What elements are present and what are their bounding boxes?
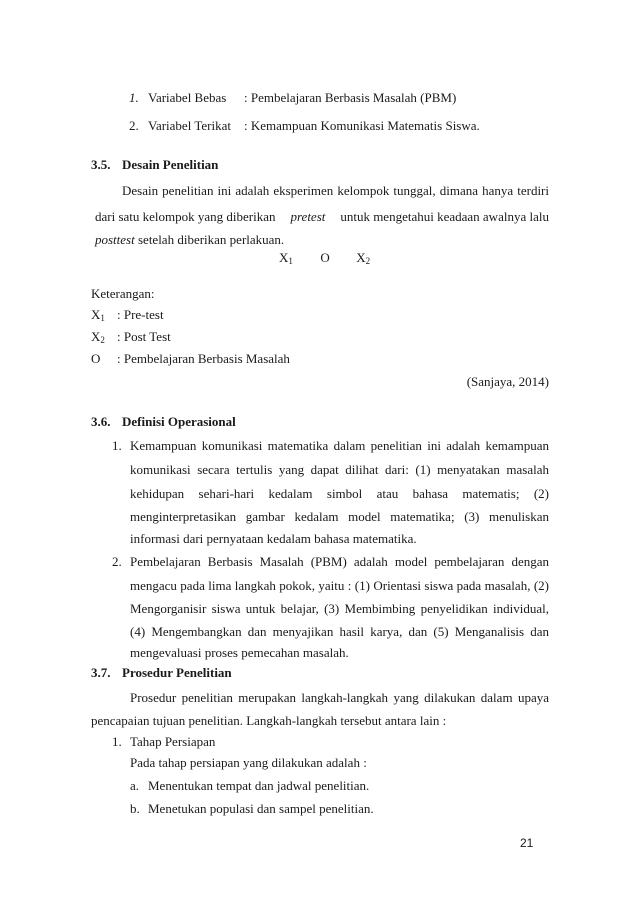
section-3-5-title: Desain Penelitian	[122, 157, 219, 172]
formula-x2: $X_2$	[356, 250, 371, 266]
sub-b-number: b.	[130, 801, 140, 816]
step-1-intro: Pada tahap persiapan yang dilakukan adalah :	[130, 755, 367, 770]
variable-2-label: Variabel Terikat	[148, 118, 231, 133]
design-paragraph-line-2	[95, 209, 549, 225]
design-formula	[279, 250, 370, 266]
definition-2-line-5: mengevaluasi proses pemecahan masalah.	[130, 645, 349, 660]
procedure-paragraph-line-1: Prosedur penelitian merupakan langkah-langkah yang dilakukan dalam upaya	[130, 690, 549, 705]
definition-1-line-5: informasi dari pernyataan kedalam bahasa matematika.	[130, 531, 417, 546]
definition-2-line-2: mengacu pada lima langkah pokok, yaitu : (1) Orientasi siswa pada masalah, (2)	[130, 578, 549, 593]
section-3-5-number: 3.5.	[91, 157, 111, 172]
legend-x1-desc: : Pre-test	[117, 307, 164, 322]
section-3-7-number: 3.7.	[91, 665, 111, 680]
design-paragraph-line-3	[95, 232, 284, 248]
definition-1-line-2: komunikasi secara tertulis yang dapat dilihat dari: (1) menyatakan masalah	[130, 462, 549, 477]
formula-o: O	[320, 250, 330, 265]
design-line-2-start: dari satu kelompok yang diberikan	[95, 209, 276, 224]
definition-2-line-3: Mengorganisir siswa untuk belajar, (3) Membimbing penyelidikan individual,	[130, 601, 549, 616]
legend-o-symbol: O	[91, 351, 101, 366]
definition-2-number: 2.	[112, 554, 122, 569]
keterangan-label: Keterangan:	[91, 286, 155, 301]
definition-1-line-1: Kemampuan komunikasi matematika dalam penelitian ini adalah kemampuan	[130, 438, 549, 453]
section-3-7-title: Prosedur Penelitian	[122, 665, 232, 680]
page-number: 21	[520, 836, 534, 850]
definition-2-line-4: (4) Mengembangkan dan menyajikan hasil karya, dan (5) Menganalisis dan	[130, 624, 549, 639]
section-3-6-title: Definisi Operasional	[122, 414, 236, 429]
variable-2-number: 2.	[129, 118, 139, 133]
variable-1-label: Variabel Bebas	[148, 90, 227, 105]
definition-1-line-3: kehidupan sehari-hari kedalam simbol atau bahasa matematis; (2)	[130, 486, 549, 501]
legend-o-desc: : Pembelajaran Berbasis Masalah	[117, 351, 290, 366]
step-1-number: 1.	[112, 734, 122, 749]
procedure-paragraph-line-2: pencapaian tujuan penelitian. Langkah-langkah tersebut antara lain :	[91, 713, 447, 728]
step-1-label: Tahap Persiapan	[130, 734, 216, 749]
design-paragraph-line-1: Desain penelitian ini adalah eksperimen kelompok tunggal, dimana hanya terdiri	[122, 183, 549, 198]
design-line-3-end: setelah diberikan perlakuan.	[137, 232, 285, 247]
sub-a-text: Menentukan tempat dan jadwal penelitian.	[148, 778, 370, 793]
section-3-6-number: 3.6.	[91, 414, 111, 429]
posttest-term: posttest	[95, 232, 135, 247]
definition-1-line-4: menginterpretasikan gambar kedalam model matematika; (3) menuliskan	[130, 509, 549, 524]
definition-2-line-1: Pembelajaran Berbasis Masalah (PBM) adalah model pembelajaran dengan	[130, 554, 549, 569]
definition-1-number: 1.	[112, 438, 122, 453]
legend-x1-symbol: $X_1$	[91, 307, 105, 323]
variable-1-number: 1.	[129, 90, 139, 105]
formula-x1: $X_1$	[279, 250, 293, 266]
variable-1-value: : Pembelajaran Berbasis Masalah (PBM)	[244, 90, 457, 105]
variable-2-value: : Kemampuan Komunikasi Matematis Siswa.	[244, 118, 480, 133]
sub-b-text: Menetukan populasi dan sampel penelitian.	[148, 801, 374, 816]
legend-x2-desc: : Post Test	[117, 329, 171, 344]
pretest-term: pretest	[290, 209, 326, 224]
legend-x2-symbol: $X_2$	[91, 329, 105, 345]
design-line-2-end: untuk mengetahui keadaan awalnya lalu	[340, 209, 549, 224]
citation: (Sanjaya, 2014)	[466, 374, 549, 389]
sub-a-number: a.	[130, 778, 140, 793]
